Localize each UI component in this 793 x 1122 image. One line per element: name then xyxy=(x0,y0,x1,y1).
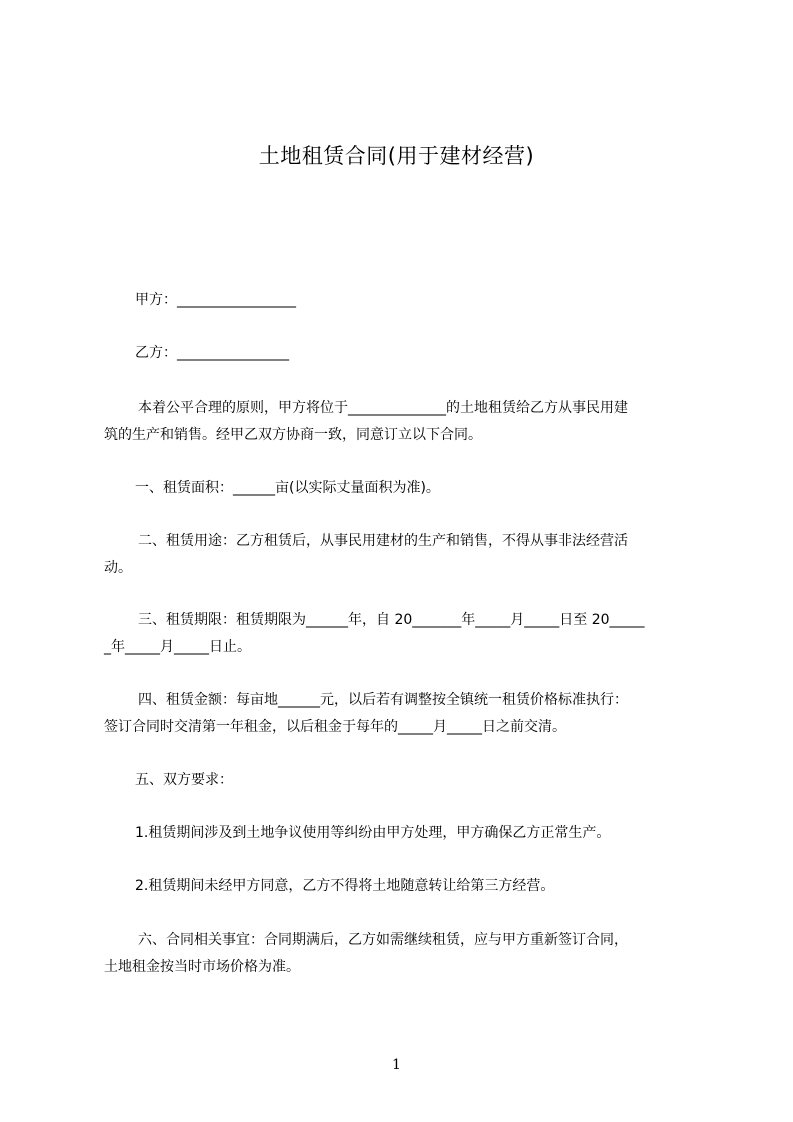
clause-5-item-1: 1.租赁期间涉及到土地争议使用等纠纷由甲方处理，甲方确保乙方正常生产。 xyxy=(135,825,611,841)
clause-6-line-1: 六、合同相关事宜：合同期满后，乙方如需继续租赁，应与甲方重新签订合同， xyxy=(138,932,628,948)
clause-4-line-2: 签订合同时交清第一年租金，以后租金于每年的_____月_____日之前交清。 xyxy=(104,719,566,735)
clause-2-line-2: 动。 xyxy=(104,560,132,576)
intro-line-2: 筑的生产和销售。经甲乙双方协商一致，同意订立以下合同。 xyxy=(104,427,482,443)
clause-3-line-1: 三、租赁期限：租赁期限为______年，自 20_______年_____月_____日至 20_____ xyxy=(138,612,645,628)
page-number: 1 xyxy=(392,1057,401,1073)
clause-3 xyxy=(104,607,704,661)
clause-5-heading: 五、双方要求： xyxy=(135,772,233,788)
clause-6-line-2: 土地租金按当时市场价格为准。 xyxy=(104,959,300,975)
clause-2 xyxy=(104,528,704,582)
clause-6 xyxy=(104,927,704,981)
clause-3-line-2: _年_____月_____日止。 xyxy=(104,639,251,655)
clause-5-item-2: 2.租赁期间未经甲方同意，乙方不得将土地随意转让给第三方经营。 xyxy=(135,878,555,894)
clause-2-line-1: 二、租赁用途：乙方租赁后，从事民用建材的生产和销售，不得从事非法经营活 xyxy=(138,533,628,549)
party-b-line: 乙方：________________ xyxy=(135,345,289,361)
document-title: 土地租赁合同(用于建材经营) xyxy=(258,144,535,168)
intro-line-1: 本着公平合理的原则，甲方将位于______________的土地租赁给乙方从事民用建 xyxy=(138,400,628,416)
intro-paragraph xyxy=(104,395,704,449)
clause-4 xyxy=(104,687,704,741)
clause-1: 一、租赁面积：______亩(以实际丈量面积为准)。 xyxy=(135,480,440,496)
party-a-line: 甲方：_________________ xyxy=(135,292,296,308)
clause-4-line-1: 四、租赁金额：每亩地______元，以后若有调整按全镇统一租赁价格标准执行： xyxy=(138,692,628,708)
